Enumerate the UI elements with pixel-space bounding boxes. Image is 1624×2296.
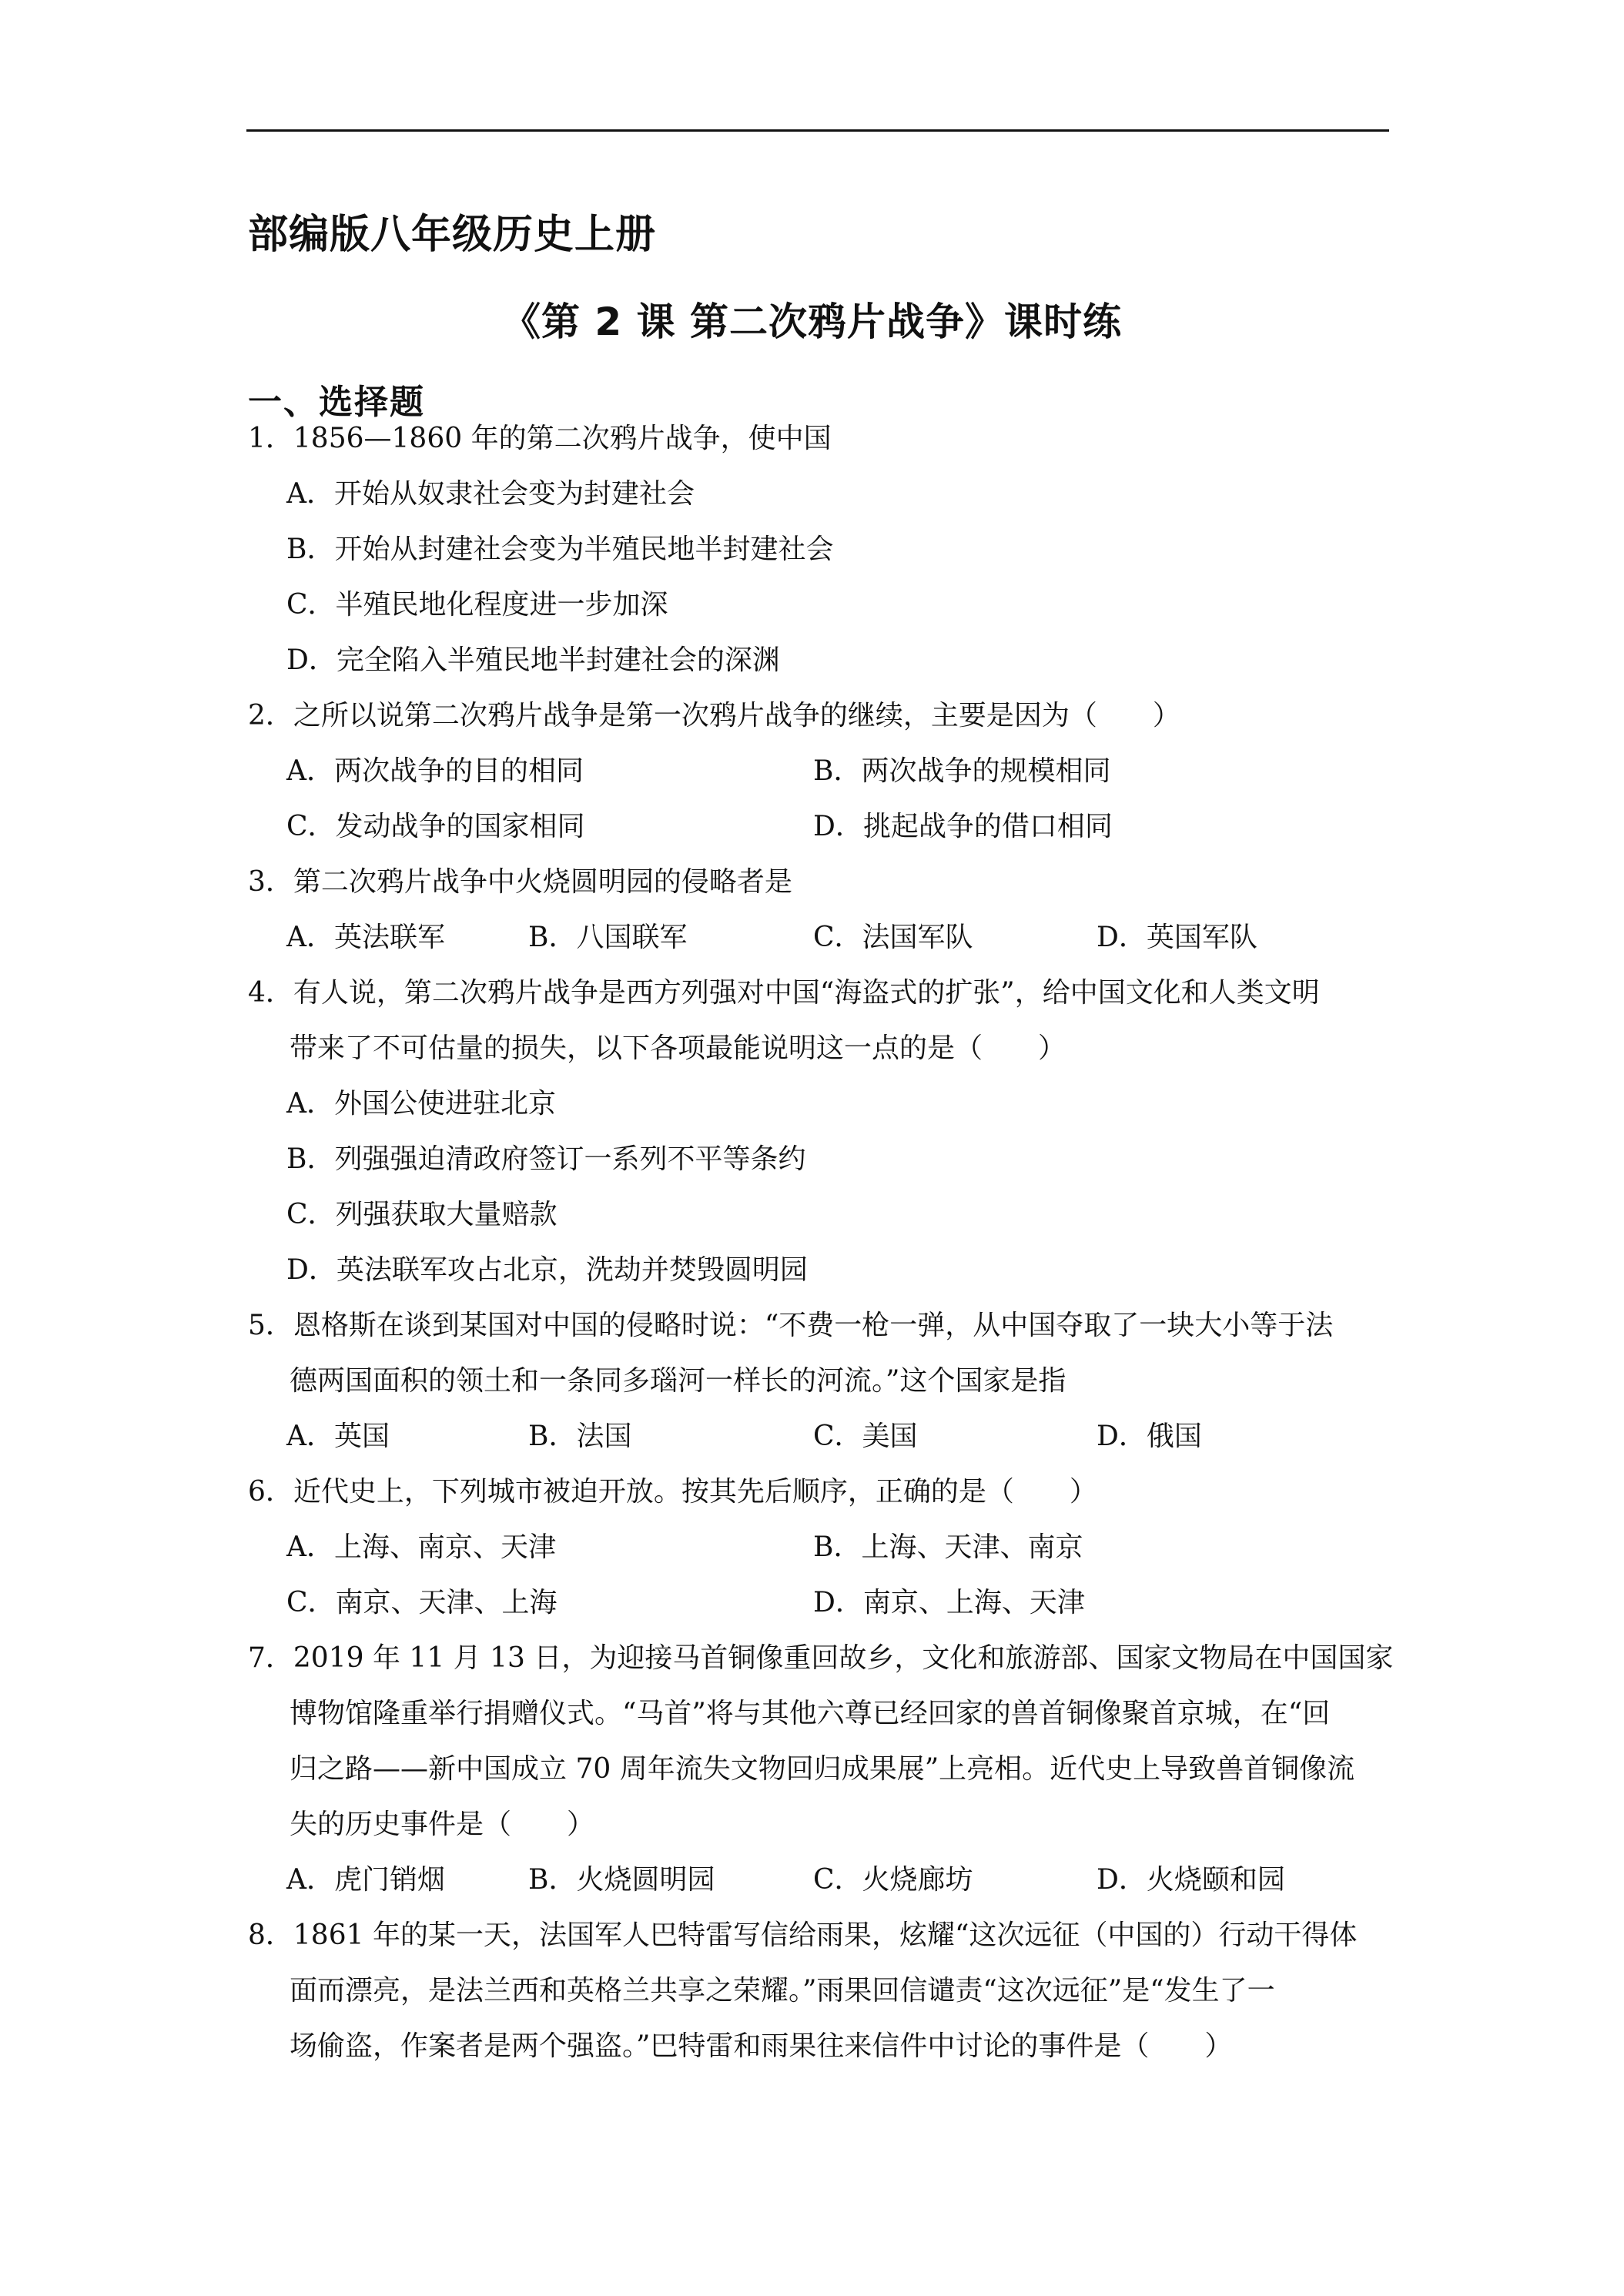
option-3a: A．英法联军 bbox=[286, 922, 445, 953]
question-1: 1．1856—1860 年的第二次鸦片战争，使中国 bbox=[248, 423, 832, 454]
option-4c: C．列强获取大量赔款 bbox=[286, 1199, 558, 1230]
option-6a: A．上海、南京、天津 bbox=[286, 1531, 556, 1563]
option-5d: D．俄国 bbox=[1097, 1421, 1202, 1452]
option-1b: B．开始从封建社会变为半殖民地半封建社会 bbox=[286, 534, 834, 565]
option-3b: B．八国联军 bbox=[528, 922, 688, 953]
question-7: 7．2019 年 11 月 13 日，为迎接马首铜像重回故乡，文化和旅游部、国家文物局在中国国家 bbox=[248, 1642, 1394, 1674]
option-6d: D．南京、上海、天津 bbox=[813, 1587, 1085, 1618]
header-rule bbox=[246, 129, 1389, 132]
option-1d: D．完全陷入半殖民地半封建社会的深渊 bbox=[286, 644, 780, 676]
question-5: 5．恩格斯在谈到某国对中国的侵略时说：“不费一枪一弹，从中国夺取了一块大小等于法 bbox=[248, 1310, 1334, 1341]
option-5b: B．法国 bbox=[528, 1421, 632, 1452]
option-5c: C．美国 bbox=[813, 1421, 918, 1452]
question-2: 2．之所以说第二次鸦片战争是第一次鸦片战争的继续，主要是因为（ ） bbox=[248, 700, 1180, 731]
question-4-line-2: 带来了不可估量的损失，以下各项最能说明这一点的是（ ） bbox=[290, 1033, 1066, 1064]
question-8-line-3: 场偷盗，作案者是两个强盗。”巴特雷和雨果往来信件中讨论的事件是（ ） bbox=[290, 2030, 1233, 2062]
document-title: 部编版八年级历史上册 bbox=[248, 212, 657, 258]
option-2b: B．两次战争的规模相同 bbox=[813, 755, 1111, 787]
question-8: 8．1861 年的某一天，法国军人巴特雷写信给雨果，炫耀“这次远征（中国的）行动干得体 bbox=[248, 1919, 1358, 1951]
option-4a: A．外国公使进驻北京 bbox=[286, 1088, 556, 1120]
option-2d: D．挑起战争的借口相同 bbox=[813, 811, 1113, 842]
option-1a: A．开始从奴隶社会变为封建社会 bbox=[286, 478, 695, 510]
option-3c: C．法国军队 bbox=[813, 922, 973, 953]
section-heading: 一、选择题 bbox=[248, 383, 425, 422]
option-4d: D．英法联军攻占北京，洗劫并焚毁圆明园 bbox=[286, 1254, 808, 1286]
option-2a: A．两次战争的目的相同 bbox=[286, 755, 584, 787]
option-7a: A．虎门销烟 bbox=[286, 1864, 445, 1896]
question-5-line-2: 德两国面积的领土和一条同多瑙河一样长的河流。”这个国家是指 bbox=[290, 1365, 1066, 1397]
option-2c: C．发动战争的国家相同 bbox=[286, 811, 585, 842]
option-7c: C．火烧廊坊 bbox=[813, 1864, 973, 1896]
question-7-line-3: 归之路——新中国成立 70 周年流失文物回归成果展”上亮相。近代史上导致兽首铜像流 bbox=[290, 1753, 1355, 1785]
option-7b: B．火烧圆明园 bbox=[528, 1864, 715, 1896]
option-1c: C．半殖民地化程度进一步加深 bbox=[286, 589, 668, 621]
lesson-title: 《第 2 课 第二次鸦片战争》课时练 bbox=[501, 300, 1122, 344]
question-3: 3．第二次鸦片战争中火烧圆明园的侵略者是 bbox=[248, 866, 792, 898]
question-7-line-2: 博物馆隆重举行捐赠仪式。“马首”将与其他六尊已经回家的兽首铜像聚首京城，在“回 bbox=[290, 1698, 1331, 1729]
option-6c: C．南京、天津、上海 bbox=[286, 1587, 558, 1618]
option-3d: D．英国军队 bbox=[1097, 922, 1257, 953]
question-8-line-2: 面而漂亮，是法兰西和英格兰共享之荣耀。”雨果回信谴责“这次远征”是“发生了一 bbox=[290, 1975, 1275, 2006]
option-4b: B．列强强迫清政府签订一系列不平等条约 bbox=[286, 1143, 806, 1175]
option-5a: A．英国 bbox=[286, 1421, 390, 1452]
option-6b: B．上海、天津、南京 bbox=[813, 1531, 1083, 1563]
option-7d: D．火烧颐和园 bbox=[1097, 1864, 1285, 1896]
question-6: 6．近代史上，下列城市被迫开放。按其先后顺序，正确的是（ ） bbox=[248, 1476, 1097, 1508]
question-7-line-4: 失的历史事件是（ ） bbox=[290, 1809, 595, 1840]
question-4: 4．有人说，第二次鸦片战争是西方列强对中国“海盗式的扩张”，给中国文化和人类文明 bbox=[248, 977, 1320, 1009]
